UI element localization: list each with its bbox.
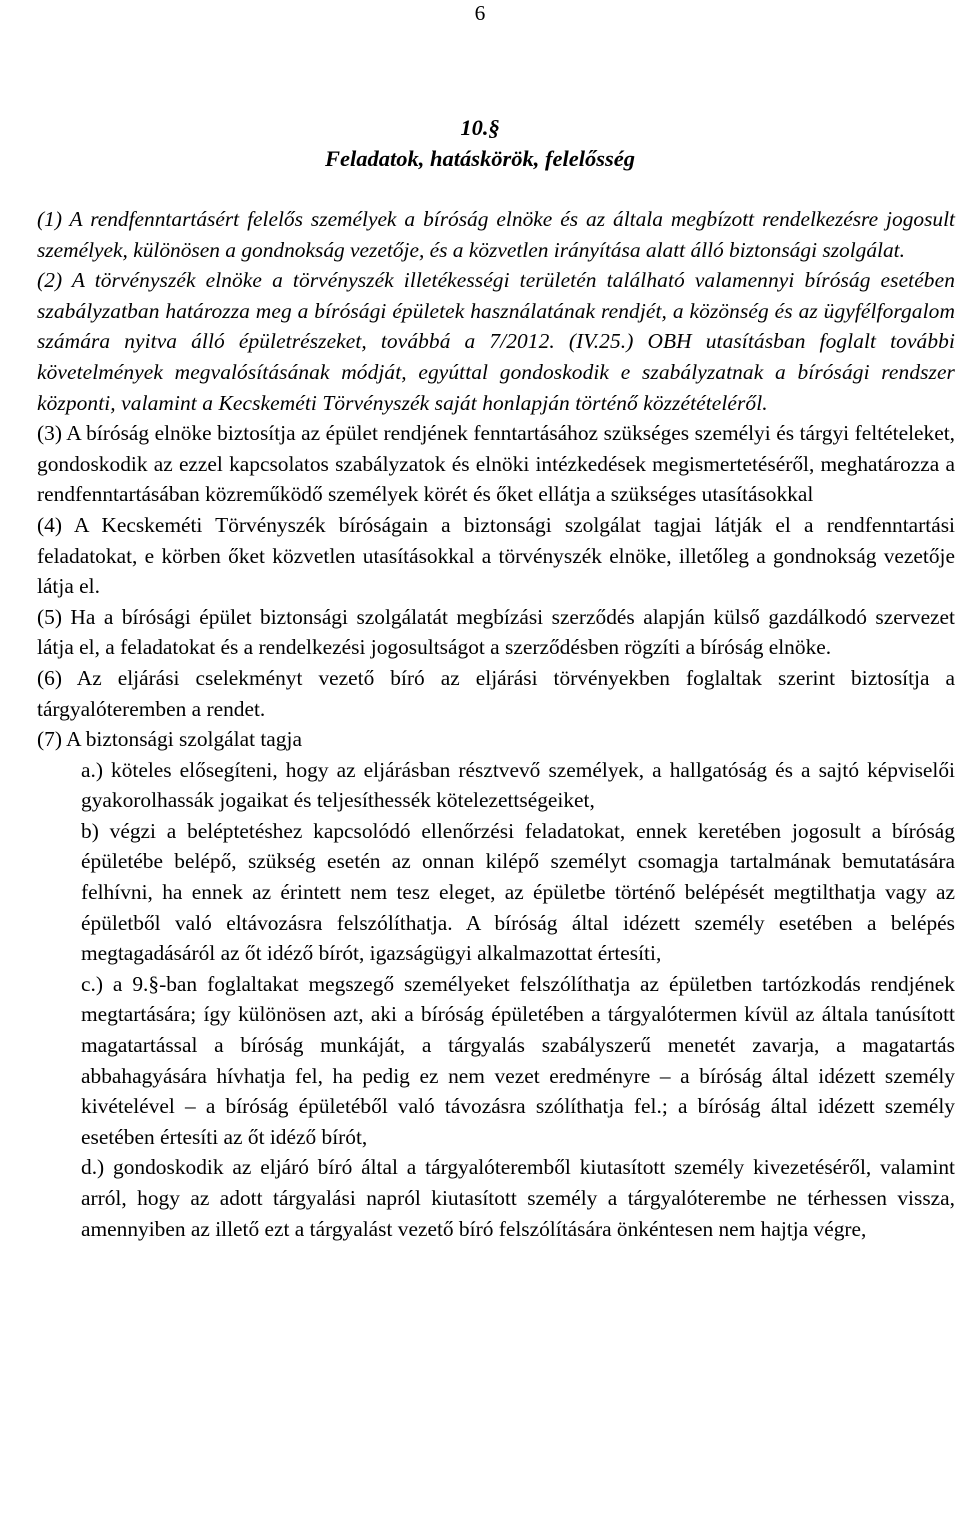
list-item-c: c.) a 9.§-ban foglaltakat megszegő személyeket felszólíthatja az épületben tartózkodás rendjének megtartására; így különösen azt, aki a bíróság épületében a tárgyalótermen kívül az általa tanúsított magatartással a bíróság munkáját, a tárgyalás szabályszerű menetét zavarja, a magatartás abbahagyására hívhatja fel, ha pedig ez nem vezet eredményre – a bíróság által idézett személy kivételével – a bíróság épületéből való távozásra szólíthatja fel.; a bíróság által idézett személy esetében értesíti az őt idéző bírót, — [81, 971, 955, 1149]
list-item-a: a.) köteles elősegíteni, hogy az eljárásban résztvevő személyek, a hallgatóság és a sajtó képviselői gyakorolhassák jogaikat és teljesíthessék kötelezettségeiket, — [81, 757, 955, 813]
list-item-d: d.) gondoskodik az eljáró bíró által a tárgyalóteremből kiutasított személy kivezetéséről, valamint arról, hogy az adott tárgyalási napról kiutasított személy a tárgyalóterembe ne térhessen vissza, amennyiben az illető ezt a tárgyalást vezető bíró felszólítására önkéntesen nem hajtja végre, — [81, 1155, 955, 1241]
paragraph-2: (2) A törvényszék elnöke a törvényszék illetékességi területén található valamennyi bíróság esetében szabályzatban határozza meg a bírósági épületek használatának rendjét, a közönség és az ügyfélforgalom számára nyitva álló épületrészeket, továbbá a 7/2012. (IV.25.) OBH utasításban foglalt további követelmények megvalósításának módját, egyúttal gondoskodik e szabályzatnak a bírósági rendszer központi, valamint a Kecskeméti Törvényszék saját honlapján történő közzétételéről. — [37, 268, 955, 415]
list-item-b: b) végzi a beléptetéshez kapcsolódó ellenőrzési feladatokat, ennek keretében jogosult a bíróság épületébe belépő, szükség esetén az onnan kilépő személyt csomagja tartalmának bemutatására felhívni, ha ennek az érintett nem tesz eleget, az épületbe történő belépését megtilthatja vagy az épületből való eltávozásra felszólíthatja. A bíróság által idézett személy esetében a belépés megtagadásáról az őt idéző bírót, igazságügyi alkalmazottat értesíti, — [81, 818, 955, 966]
section-number: 10.§ — [460, 115, 500, 140]
section-title: Feladatok, hatáskörök, felelősség — [325, 146, 635, 171]
paragraph-4: (4) A Kecskeméti Törvényszék bíróságain a biztonsági szolgálat tagjai látják el a rendfenntartási feladatokat, e körben őket közvetlen utasításokkal a törvényszék elnöke, illetőleg a gondnokság vezetője látja el. — [37, 512, 955, 599]
paragraph-5: (5) Ha a bírósági épület biztonsági szolgálatát megbízási szerződés alapján külső gazdálkodó szervezet látja el, a feladatokat és a rendelkezési jogosultságot a szerződésben rögzíti a bíróság elnöke. — [37, 604, 955, 660]
paragraph-1: (1) A rendfenntartásért felelős személyek a bíróság elnöke és az általa megbízott rendelkezésre jogosult személyek, különösen a gondnokság vezetője, és a közvetlen irányítása alatt álló biztonsági szolgálat. — [37, 207, 955, 262]
paragraph-6: (6) Az eljárási cselekményt vezető bíró az eljárási törvényekben foglaltak szerint biztosítja a tárgyalóteremben a rendet. — [37, 665, 955, 721]
page-number: 6 — [474, 1, 486, 25]
paragraph-3: (3) A bíróság elnöke biztosítja az épület rendjének fenntartásához szükséges személyi és tárgyi feltételeket, gondoskodik az ezzel kapcsolatos szabályzatok és elnöki intézkedések megismertetéséről, meghatározza a rendfenntartásában közreműködő személyek körét és őket ellátja a szükséges utasításokkal — [37, 421, 955, 507]
paragraph-7: (7) A biztonsági szolgálat tagja — [37, 727, 302, 752]
document-body — [37, 204, 955, 1244]
